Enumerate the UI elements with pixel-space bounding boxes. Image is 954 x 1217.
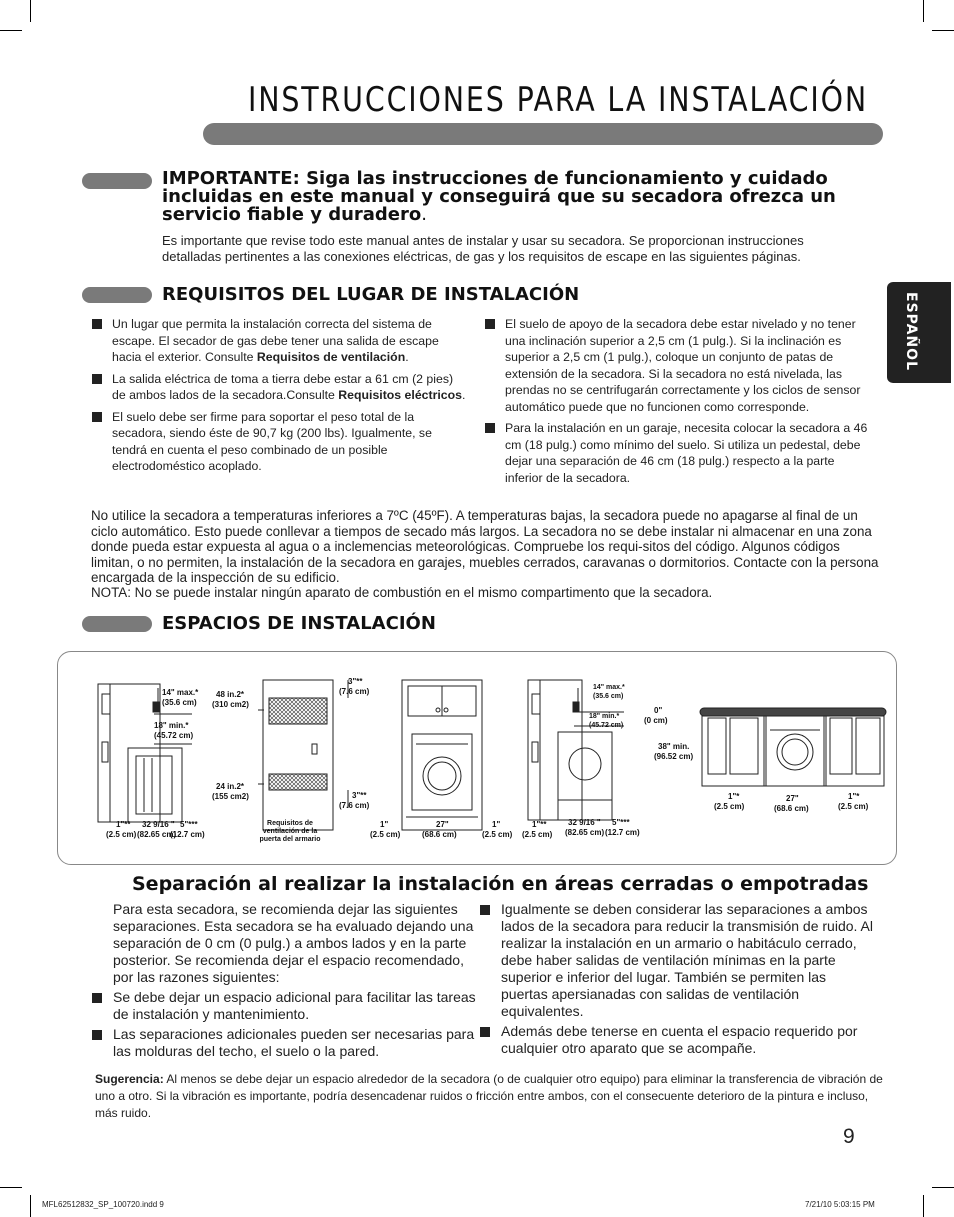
crop-mark [0,1187,22,1188]
language-tab [887,282,951,383]
closet-side-view-2 [528,680,624,820]
dim-label: (82.65 cm) [137,830,177,839]
dim-label: 32 9/16 " [142,820,175,829]
section-marker [82,173,152,189]
list-item-text: Para la instalación en un garaje, necesita colocar la secadora a 46 cm (18 pulg.) como mínimo del suelo. Si utiliza un pedestal, debe dejar una separación de 46 cm (18 pulg.) respecto a la parte inferior de la secadora. [505,421,868,485]
dim-label: (2.5 cm) [522,830,553,839]
dim-label: 1"* [728,792,740,801]
dim-label: 14" max.* [593,684,625,691]
list-item [485,316,875,415]
page-title: INSTRUCCIONES PARA LA INSTALACIÓN [248,80,869,120]
crop-mark [923,1195,924,1217]
list-item [92,316,470,366]
dim-label: (310 cm2) [212,700,249,709]
important-heading [162,170,882,224]
vented-door [258,680,348,830]
dim-label: 3"** [352,791,367,800]
dim-label: 18" min.* [589,713,620,720]
dim-label: 0" [654,706,663,715]
list-item-end: . [405,350,409,364]
important-heading-text: : Siga las instrucciones de funcionamiento y cuidado incluidas en este manual y conseguirá que su secadora ofrezca un servicio fiable y duradero [162,168,836,225]
closed-intro: Para esta secadora, se recomienda dejar las siguientes separaciones. Esta secadora se ha evaluado dejando una separación de 0 cm (0 pulg.) a ambos lados y en la parte posterior. Se recomienda dejar el espacio recomendado, por las razones siguientes: [113,901,474,985]
list-item-text: El suelo debe ser firme para soportar el peso total de la secadora, siendo éste de 90,7 kg (200 lbs). Igualmente, se tendrá en cuenta el peso combinado de un posible electrodoméstico acoplado. [112,409,432,473]
dim-label: (12.7 cm) [605,828,640,837]
important-period: . [421,204,427,225]
dim-label: (7.6 cm) [339,687,370,696]
tip-paragraph [95,1071,885,1122]
installation-diagram [57,651,897,865]
crop-mark [923,0,924,22]
list-item: Igualmente se deben considerar las separaciones a ambos lados de la secadora para reducir la transmisión de ruido. Al realizar la instalación en un armario o habitáculo cerrado, debe haber salidas de ventilación mínimas en la parte superior e inferior del lugar. También se permiten las puertas apersianadas con salidas de ventilación equivalentes. [479,901,875,1020]
location-heading: REQUISITOS DEL LUGAR DE INSTALACIÓN [162,284,580,305]
list-item [92,409,470,475]
dim-label: 38" min. [658,742,690,751]
closet-front-view [402,680,482,830]
title-bar [203,123,883,145]
important-body: Es importante que revise todo este manual antes de instalar y usar su secadora. Se proporcionan instrucciones detalladas pertinentes a las conexiones eléctricas, de gas y los requisitos de escape en las siguientes páginas. [162,233,804,264]
crop-mark [30,0,31,22]
dim-label: (82.65 cm) [565,828,605,837]
dim-label: (12.7 cm) [170,830,205,839]
crop-mark [932,30,954,31]
dim-label: 24 in.2* [216,782,245,791]
dim-label: (2.5 cm) [106,830,137,839]
location-left-list [92,316,470,477]
dim-label: 3"** [348,677,363,686]
dim-label: (2.5 cm) [482,830,513,839]
list-item [92,371,470,404]
dim-label: (45.72 cm) [589,722,624,729]
list-item [485,420,875,486]
combustion-note: NOTA: No se puede instalar ningún aparato de combustión en el mismo compartimento que la secadora. [91,585,713,600]
dim-label: (35.6 cm) [162,698,197,707]
list-item: Las separaciones adicionales pueden ser necesarias para las molduras del techo, el suelo o la pared. [91,1026,476,1060]
dim-label: 14" max.* [162,688,199,697]
dim-label: 1" [492,820,501,829]
dim-label: (2.5 cm) [714,802,745,811]
tip-label: Sugerencia: [95,1072,164,1086]
vent-requirements-caption: Requisitos de ventilación de la puerta del armario [259,820,321,843]
dim-label: (0 cm) [644,716,668,725]
under-counter-view [700,708,886,786]
crop-mark [0,30,22,31]
list-item: Se debe dejar un espacio adicional para facilitar las tareas de instalación y mantenimiento. [91,989,476,1023]
dim-label: (96.52 cm) [654,752,694,761]
list-item-text: Un lugar que permita la instalación correcta del sistema de escape. El secador de gas debe tener una salida de escape hacia el exterior. Consulte [112,317,439,364]
closed-install-heading: Separación al realizar la instalación en áreas cerradas o empotradas [132,873,869,895]
list-item-end: . [461,388,466,402]
dim-label: (7.6 cm) [339,801,370,810]
list-item-bold: Requisitos eléctricos [338,388,462,402]
important-lead: IMPORTANTE [162,168,293,189]
dim-label: 1"* [848,792,860,801]
crop-mark [30,1195,31,1217]
dim-label: 1"** [116,820,131,829]
dim-label: 18" min.* [154,721,189,730]
footer-file: MFL62512832_SP_100720.indd 9 [42,1200,164,1209]
dim-label: (68.6 cm) [422,830,457,839]
dim-label: (2.5 cm) [370,830,401,839]
dim-label: (68.6 cm) [774,804,809,813]
section-marker [82,616,152,632]
dim-label: (45.72 cm) [154,731,194,740]
location-right-list [485,316,875,488]
dim-label: 32 9/16 " [568,818,601,827]
section-marker [82,287,152,303]
page-number: 9 [843,1125,855,1148]
dim-label: 5"*** [180,820,198,829]
closed-left-column [91,901,476,1063]
tip-text: Al menos se debe dejar un espacio alrededor de la secadora (o de cualquier otro equipo) para eliminar la transferencia de vibración de uno a otro. Si la vibración es importante, podría desencadenar ruidos o fricción entre ambos, con el consecuente deterioro de la pintura e incluso, más ruido. [95,1072,883,1120]
list-item: Además debe tenerse en cuenta el espacio requerido por cualquier otro aparato que se acompañe. [479,1023,875,1057]
closed-right-column [479,901,875,1060]
dim-label: 1" [380,820,389,829]
spaces-heading: ESPACIOS DE INSTALACIÓN [162,613,436,634]
footer-date: 7/21/10 5:03:15 PM [805,1200,875,1209]
dim-label: 1"** [532,820,547,829]
list-item-text: El suelo de apoyo de la secadora debe estar nivelado y no tener una inclinación superior a 2,5 cm (1 pulg.). Si la inclinación es superior a 2,5 cm (1 pulg.), coloque un conjunto de patas de extensión de la secadora. Si la secadora no está nivelada, las prendas no se centrifugarán correctamente y los ciclos de sensor automático puede que no funcionen como corresponde. [505,317,861,414]
dim-label: 27" [436,820,449,829]
dim-label: 5"*** [612,818,630,827]
dim-label: 27" [786,794,799,803]
dim-label: 48 in.2* [216,690,245,699]
crop-mark [932,1187,954,1188]
dim-label: (35.6 cm) [593,693,624,700]
list-item-bold: Requisitos de ventilación [256,350,406,364]
temperature-paragraph: No utilice la secadora a temperaturas inferiores a 7ºC (45ºF). A temperaturas bajas, la secadora puede no apagarse al final de un ciclo automático. Esto puede conllevar a tiempos de secado más largos. La secadora no se debe instalar ni almacenar en una zona donde pueda estar expuesta al agua o a inclemencias meteorológicas. Compruebe los requi-sitos del código. Algunos códigos limitan, o no permiten, la instalación de la secadora en garajes, muebles cerrados, caravanas o dormitorios. Contacte con la persona encargada de la inspección de su edificio. [91,508,879,585]
dim-label: (2.5 cm) [838,802,869,811]
dim-label: (155 cm2) [212,792,249,801]
language-tab-label: ESPAÑOL [903,292,919,371]
list-item-text: La salida eléctrica de toma a tierra debe estar a 61 cm (2 pies) de ambos lados de la secadora.Consulte [112,371,454,402]
